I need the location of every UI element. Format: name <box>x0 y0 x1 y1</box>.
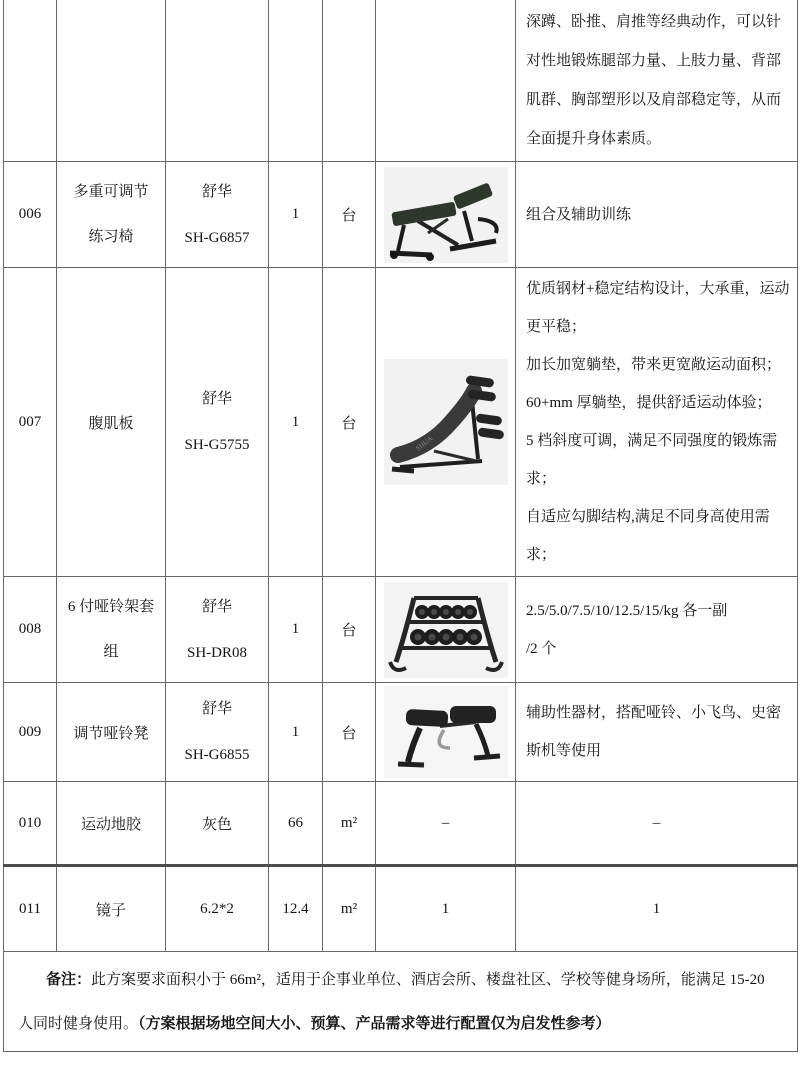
cell-brand-model: 舒华 SH-DR08 <box>166 577 269 683</box>
cell-no: 006 <box>4 162 57 268</box>
cell-brand-model: 6.2*2 <box>166 866 269 952</box>
svg-text:SHUA: SHUA <box>413 434 434 453</box>
cell-name: 6 付哑铃架套 组 <box>57 577 166 683</box>
cell-image <box>376 577 516 683</box>
table-row-009 <box>4 683 798 782</box>
cell-qty: 1 <box>269 268 323 577</box>
note-label: 备注： <box>46 971 92 988</box>
cell-unit: 台 <box>323 577 376 683</box>
table-row-011 <box>4 866 798 952</box>
note-emphasis: （方案根据场地空间大小、预算、产品需求等进行配置仅为启发性参考） <box>138 1015 611 1032</box>
cell-description: 优质钢材+稳定结构设计，大承重，运动更平稳； 加长加宽躺垫，带来更宽敞运动面积； 60+mm 厚躺垫，提供舒适运动体验； 5 档斜度可调，满足不同强度的锻炼需求； 自适应勾脚结构,满足不同身高使用需求； <box>516 268 798 577</box>
cell-unit-empty <box>323 0 376 162</box>
cell-description: 组合及辅助训练 <box>516 162 798 268</box>
cell-qty: 12.4 <box>269 866 323 952</box>
cell-model-empty <box>166 0 269 162</box>
adjustable-training-bench-photo <box>384 167 508 263</box>
cell-no: 007 <box>4 268 57 577</box>
table-row-continuation <box>4 0 798 162</box>
cell-name: 腹肌板 <box>57 268 166 577</box>
table-row-006 <box>4 162 798 268</box>
cell-no: 011 <box>4 866 57 952</box>
cell-name: 运动地胶 <box>57 782 166 866</box>
ab-crunch-board-photo <box>384 359 508 485</box>
table-row-007 <box>4 268 798 577</box>
cell-qty: 1 <box>269 683 323 782</box>
equipment-table <box>3 0 798 1052</box>
table-row-008 <box>4 577 798 683</box>
cell-name: 镜子 <box>57 866 166 952</box>
cell-name-empty <box>57 0 166 162</box>
cell-unit: m² <box>323 782 376 866</box>
cell-no-empty <box>4 0 57 162</box>
cell-description: 2.5/5.0/7.5/10/12.5/15/kg 各一副 /2 个 <box>516 577 798 683</box>
cell-unit: 台 <box>323 268 376 577</box>
cell-image-placeholder: 1 <box>376 866 516 952</box>
cell-description-placeholder: 1 <box>516 866 798 952</box>
cell-description: 辅助性器材，搭配哑铃、小飞鸟、史密斯机等使用 <box>516 683 798 782</box>
cell-name: 调节哑铃凳 <box>57 683 166 782</box>
dumbbell-rack-set-photo <box>384 582 508 678</box>
cell-image <box>376 268 516 577</box>
cell-unit: 台 <box>323 683 376 782</box>
cell-image <box>376 683 516 782</box>
cell-no: 008 <box>4 577 57 683</box>
table-row-010 <box>4 782 798 866</box>
cell-brand-model: 灰色 <box>166 782 269 866</box>
cell-qty: 1 <box>269 577 323 683</box>
cell-name: 多重可调节 练习椅 <box>57 162 166 268</box>
cell-brand-model: 舒华 SH-G5755 <box>166 268 269 577</box>
note-body: 此方案要求面积小于 66m²，适用于企事业单位、酒店会所、楼盘社区、学校等健身场所，能满足 15-20 人同时健身使用。 <box>18 971 765 1032</box>
cell-unit: 台 <box>323 162 376 268</box>
note-cell <box>4 952 798 1052</box>
cell-qty: 66 <box>269 782 323 866</box>
cell-brand-model: 舒华 SH-G6855 <box>166 683 269 782</box>
cell-image <box>376 162 516 268</box>
cell-description <box>516 0 798 162</box>
cell-qty-empty <box>269 0 323 162</box>
cell-description-placeholder: – <box>516 782 798 866</box>
cell-unit: m² <box>323 866 376 952</box>
description-text: 深蹲、卧推、肩推等经典动作，可以针对性地锻炼腿部力量、上肢力量、背部肌群、胸部塑形以及肩部稳定等，从而全面提升身体素质。 <box>526 14 782 147</box>
cell-no: 010 <box>4 782 57 866</box>
cell-qty: 1 <box>269 162 323 268</box>
cell-image-placeholder: – <box>376 782 516 866</box>
cell-image-empty <box>376 0 516 162</box>
adjustable-dumbbell-bench-photo <box>384 686 508 778</box>
cell-no: 009 <box>4 683 57 782</box>
cell-brand-model: 舒华 SH-G6857 <box>166 162 269 268</box>
note-text <box>18 958 783 1046</box>
table-row-note <box>4 952 798 1052</box>
